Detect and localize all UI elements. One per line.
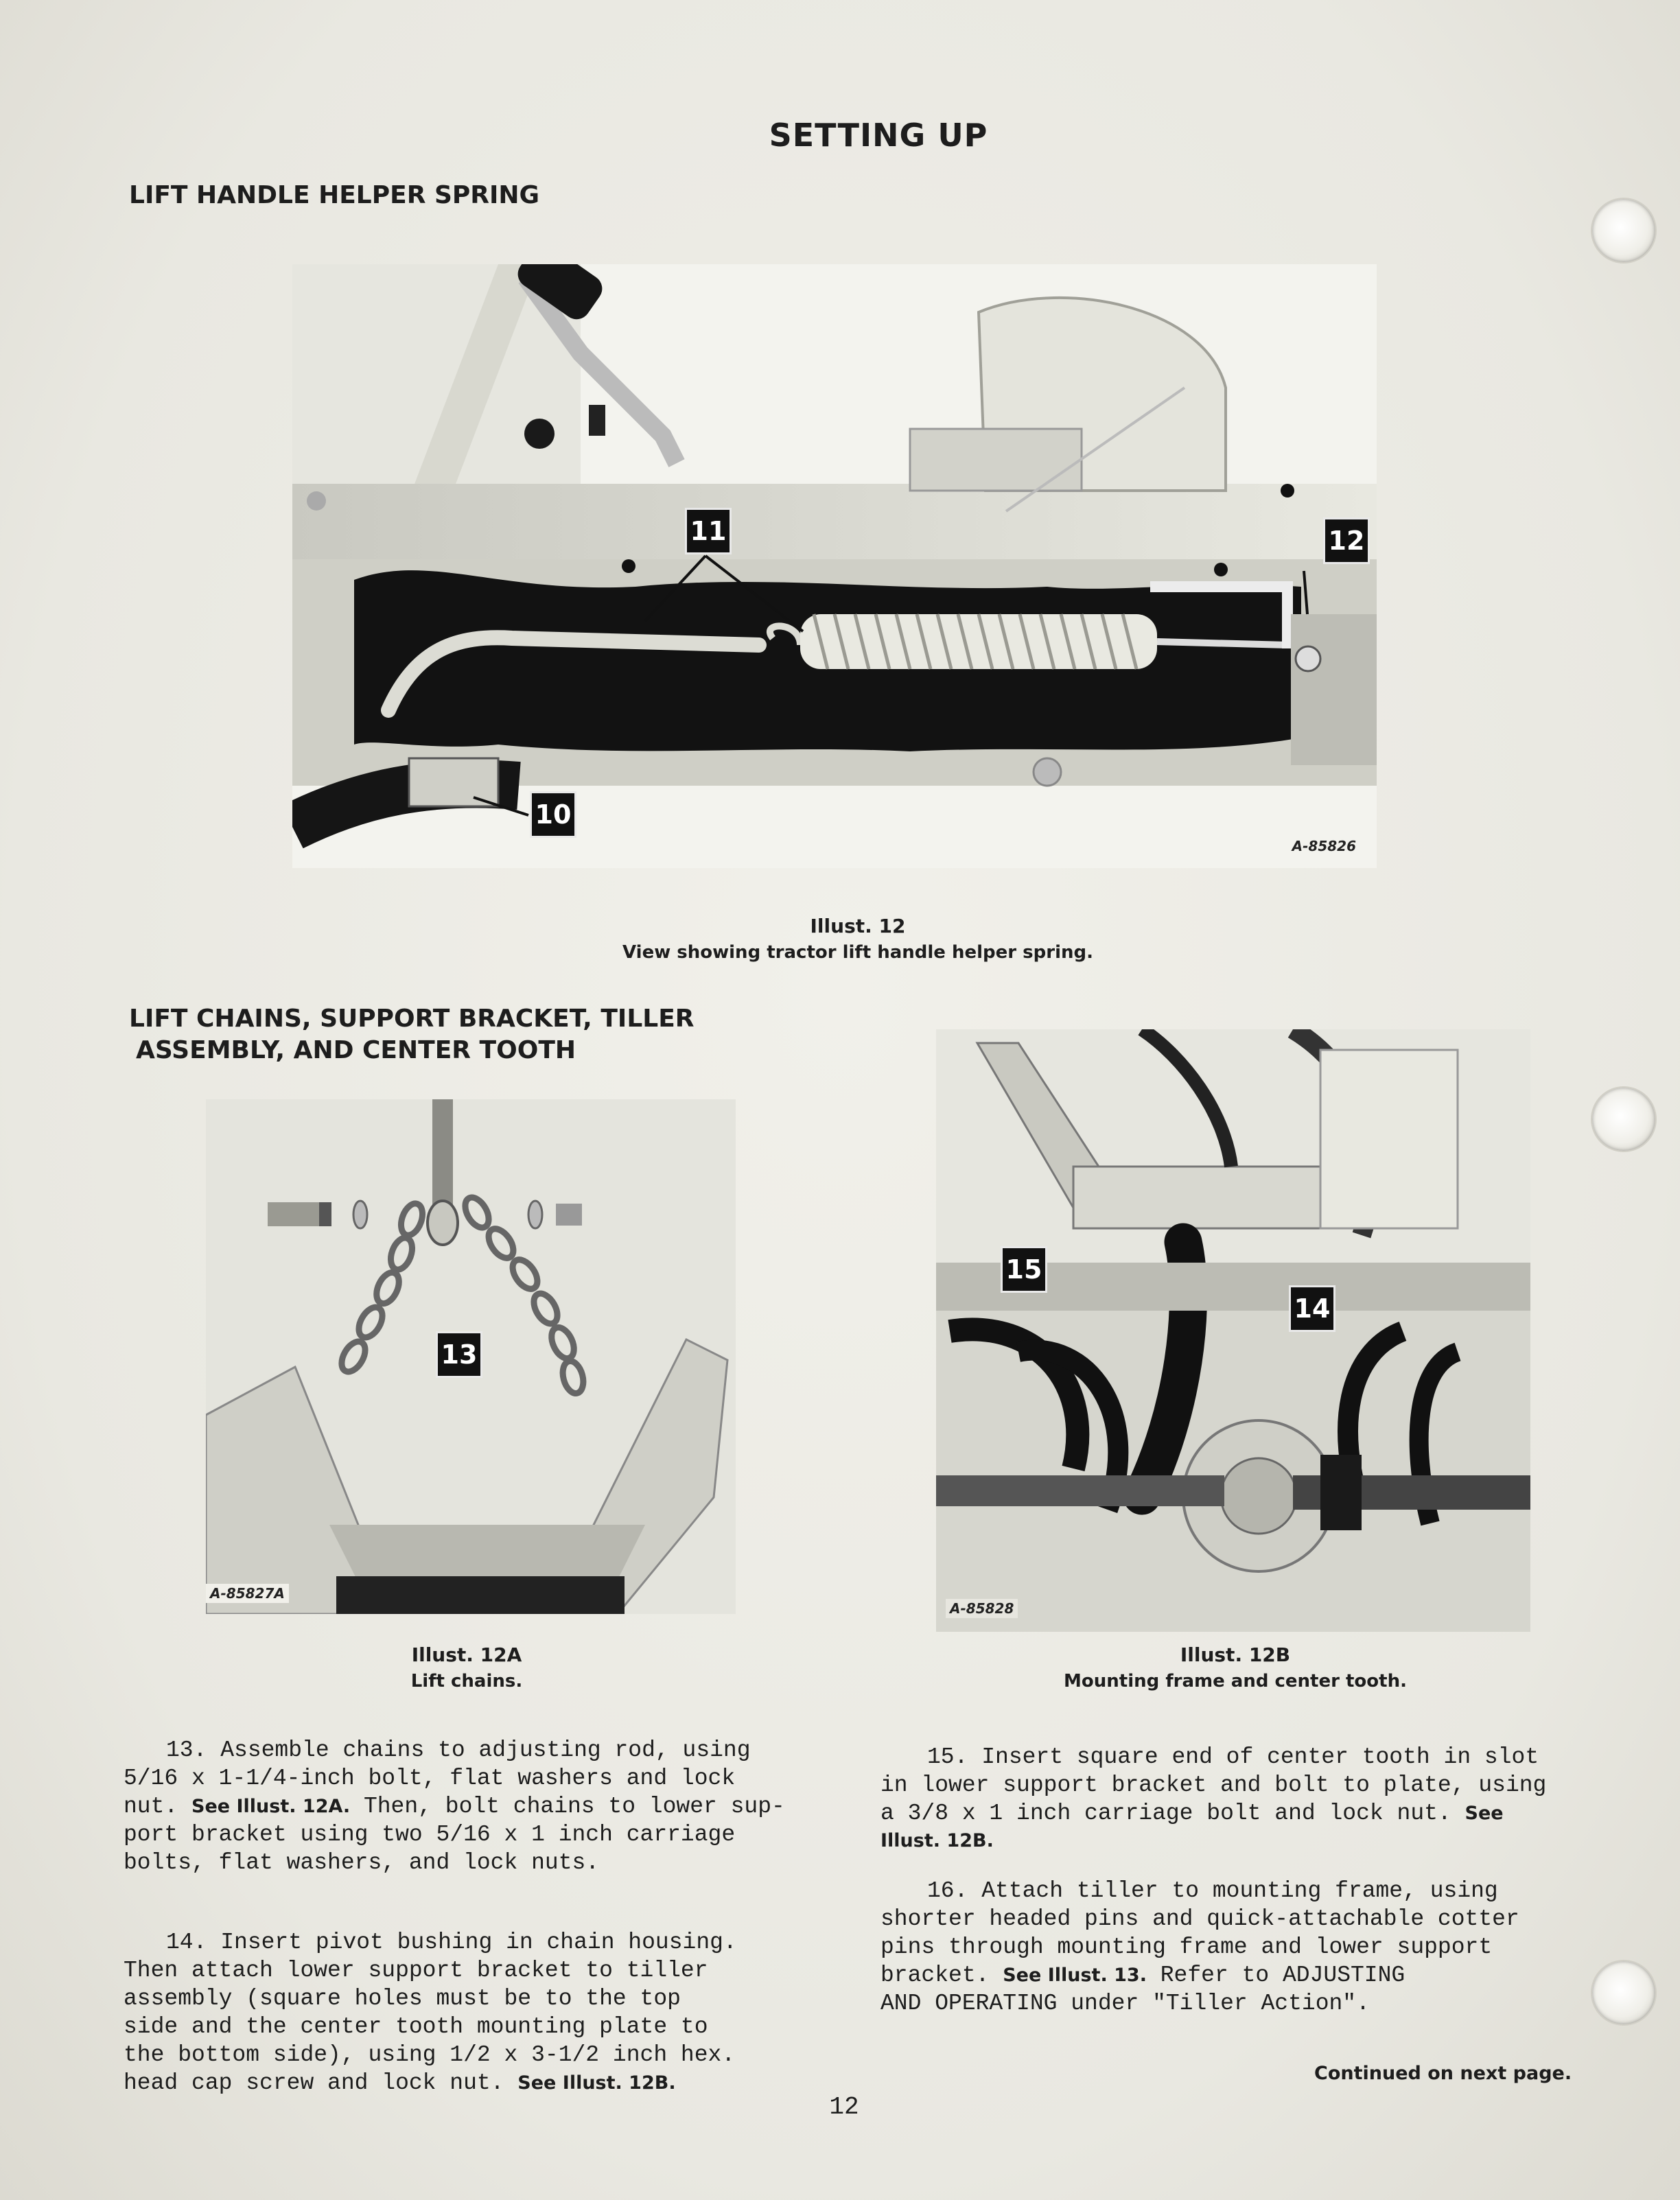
- callout-12: 12: [1323, 517, 1370, 564]
- photo-code-12a: A-85827A: [206, 1584, 289, 1603]
- caption-illust-12b: [995, 1641, 1475, 1694]
- caption-number: Illust. 12A: [411, 1643, 522, 1666]
- caption-illust-12: [583, 913, 1132, 965]
- para-13-line-1: 13. Assemble chains to adjusting rod, using: [166, 1737, 751, 1763]
- callout-11: 11: [685, 508, 732, 554]
- para-14-line-3: assembly (square holes must be to the top: [124, 1986, 681, 2011]
- caption-number: Illust. 12: [810, 915, 906, 937]
- para-14-line-5: the bottom side), using 1/2 x 3-1/2 inch hex.: [124, 2042, 736, 2068]
- see-illust-13-ref: See Illust. 13.: [1003, 1965, 1147, 1986]
- para-16-line-5: AND OPERATING under "Tiller Action".: [880, 1991, 1370, 2016]
- para-14-line-1: 14. Insert pivot bushing in chain housing.: [166, 1930, 737, 1955]
- callout-14: 14: [1289, 1285, 1335, 1332]
- para-16-line-1: 16. Attach tiller to mounting frame, using: [927, 1878, 1498, 1904]
- para-15-line-2: in lower support bracket and bolt to plate, using: [880, 1772, 1547, 1798]
- para-14-line-4: side and the center tooth mounting plate to: [124, 2014, 708, 2039]
- paragraph-15: [880, 1743, 1594, 1855]
- para-16-line-3: pins through mounting frame and lower support: [880, 1934, 1493, 1960]
- para-14-line-6: head cap screw and lock nut. See Illust. 12B.: [124, 2070, 676, 2096]
- para-15-line-3: a 3/8 x 1 inch carriage bolt and lock nut. See: [880, 1801, 1504, 1826]
- photo-mounting-frame-center-tooth: [936, 1029, 1530, 1632]
- illustration-12b-drawing: [936, 1029, 1530, 1632]
- page-title: SETTING UP: [769, 117, 988, 154]
- continued-note: Continued on next page.: [1314, 2063, 1572, 2084]
- para-16-line-2: shorter headed pins and quick-attachable cotter: [880, 1906, 1519, 1932]
- para-13-line-4: port bracket using two 5/16 x 1 inch carriage: [124, 1822, 736, 1847]
- paragraph-13: [124, 1736, 830, 1877]
- caption-description: View showing tractor lift handle helper spring.: [622, 942, 1093, 963]
- para-15-line-1: 15. Insert square end of center tooth in slot: [927, 1744, 1539, 1770]
- caption-description: Mounting frame and center tooth.: [1064, 1671, 1407, 1692]
- photo-code-12b: A-85828: [946, 1599, 1018, 1618]
- para-13-line-3: nut. See Illust. 12A. Then, bolt chains to lower sup-: [124, 1794, 785, 1819]
- para-14-line-2: Then attach lower support bracket to tiller: [124, 1958, 708, 1983]
- para-16-line-4: bracket. See Illust. 13. Refer to ADJUSTING: [880, 1963, 1405, 1988]
- paragraph-14: [124, 1928, 830, 2097]
- paragraph-16: [880, 1877, 1594, 2017]
- caption-description: Lift chains.: [410, 1671, 523, 1692]
- section-heading-lift-chains: [129, 1003, 747, 1066]
- see-illust-12b-ref: See Illust. 12B.: [517, 2072, 676, 2094]
- callout-13: 13: [436, 1331, 482, 1378]
- see-ref: See: [1465, 1803, 1504, 1824]
- caption-number: Illust. 12B: [1180, 1643, 1291, 1666]
- callout-10: 10: [530, 791, 576, 838]
- callout-15: 15: [1001, 1246, 1047, 1293]
- para-13-line-5: bolts, flat washers, and lock nuts.: [124, 1850, 600, 1875]
- heading-line-2: ASSEMBLY, AND CENTER TOOTH: [136, 1036, 576, 1064]
- para-13-line-2: 5/16 x 1-1/4-inch bolt, flat washers and lock: [124, 1766, 736, 1791]
- heading-line-1: LIFT CHAINS, SUPPORT BRACKET, TILLER: [129, 1005, 695, 1033]
- caption-illust-12a: [275, 1641, 659, 1694]
- para-15-line-4: Illust. 12B.: [880, 1830, 994, 1851]
- page-number: 12: [829, 2093, 859, 2121]
- photo-code-12: A-85826: [1292, 838, 1356, 854]
- section-heading-helper-spring: LIFT HANDLE HELPER SPRING: [129, 181, 540, 209]
- see-illust-12a-ref: See Illust. 12A.: [191, 1796, 351, 1817]
